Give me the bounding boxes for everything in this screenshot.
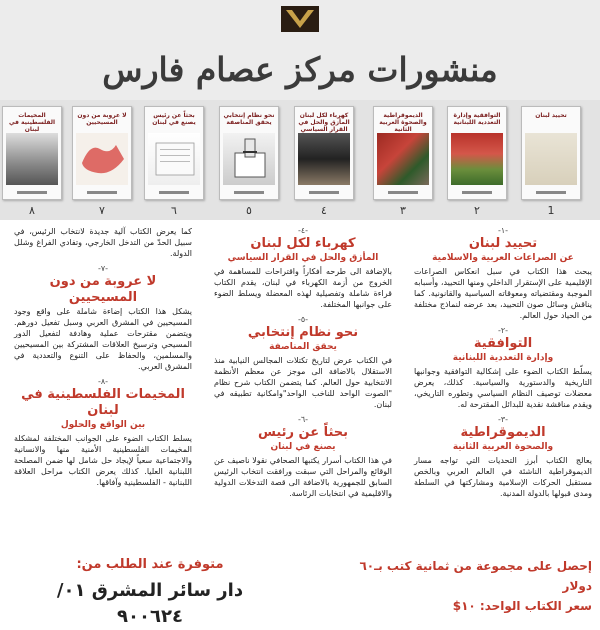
section-subtitle: وإدارة التعددية اللبنانية [452, 353, 554, 363]
section-subtitle: المأزق والحل في القرار السياسي [227, 253, 379, 263]
section-number: -٢- [497, 326, 509, 335]
book-cover-image [223, 133, 275, 185]
section-body: يعالج الكتاب أبرز التحديات التي تواجه مسار الديموقراطية الناشئة في العالم العربي وبالخص مستقبل الحركات الإسلامية ومشاركتها في السلطة ومدى قبولها بالدولة المدنية. [414, 456, 592, 498]
section-body-continued: كما يعرض الكتاب آلية جديدة لانتخاب الرئيس، في سبيل الحدّ من التدخل الخارجي، وتفادي الفراغ وشلل الدولة. [14, 227, 192, 258]
book-number-6: ٦ [171, 204, 177, 217]
book-number-4: ٤ [321, 204, 327, 217]
offer-line-price: سعر الكتاب الواحد: ١٠$ [452, 599, 592, 613]
section-body: يسلط الكتاب الضوء على الجوانب المختلفة لمشكلة المخيمات الفلسطينية الأمنية منها والانسانية والاجتماعية سعياً لإيجاد حل شامل لها ضمن المصلحة اللبنانية العليا. كذلك يعرض الكتاب مراحل العلاقة اللبنانية - الفلسطينية وآفاقها. [14, 434, 192, 487]
section-body: بالإضافة الى طرحه أفكاراً واقتراحات للمساهمة في الخروج من أزمة الكهرباء في لبنان، يقدم الكتاب قراءة شاملة وتفصيلية لهذه المعضلة ويسلط الضوء على جوانبها المختلفة. [214, 267, 392, 309]
book-cover-title: لا عروبة من دون المسيحيين [77, 112, 127, 126]
book-number-5: ٥ [246, 204, 252, 217]
column-left [14, 226, 192, 548]
section-number: -٨- [97, 377, 109, 386]
section-body: يبحث هذا الكتاب في سبل انعكاس الصراعات الإقليمية على الإستقرار الداخلي ومنها التحييد، وأسبابه الموجبة ومقتضياته ومعوقاته السياسية والقانونية. كما يناقش وسائل صون التحييد، بعد عرضه لنماذج مختلفة من الحياد حول العالم. [414, 267, 592, 320]
books-strip [0, 100, 600, 220]
book-cover-title: الديموقراطية والصحوة العربية الثانية [379, 112, 427, 133]
book-number-7: ٧ [99, 204, 105, 217]
section-body: في الكتاب عرض لتاريخ تكتلات المجالس النيابية منذ الاستقلال بالاضافة الى موجز عن معظم الأنظمة الانتخابية حول العالم. كما يتضمن الكتاب شرح نظام "الصوت الواحد للناخب الواحد"وامكانية تطبيقه في لبنان. [214, 356, 392, 409]
offer-block [342, 556, 592, 616]
book-cover-3 [373, 106, 433, 200]
column-middle [214, 226, 392, 548]
publisher-contact: دار سائر المشرق ٠١/ ٩٠٠٦٢٤ [56, 580, 244, 627]
section-body: في هذا الكتاب أسرار يكتبها الصحافي نقولا ناصيف عن الوقائع والمراحل التي سبقت ورافقت انتخاب الرئيس السابق للجمهورية بالاضافة الى قصة التدخلات الدولية والاقليمية في انتخابات الرئاسة. [214, 456, 392, 498]
section-title: كهرباء لكل لبنان [250, 236, 356, 251]
section-subtitle: يصنع في لبنان [270, 442, 336, 452]
section-number: -٧- [97, 264, 109, 273]
center-logo [281, 6, 319, 32]
book-cover-title: كهرباء لكل لبنان المأزق والحل في القرار السياسي [298, 112, 350, 133]
book-cover-5 [219, 106, 279, 200]
availability-label: متوفرة عند الطلب من: [76, 557, 224, 572]
book-cover-title: بحثاً عن رئيس يصنع في لبنان [152, 112, 196, 126]
book-number-8: ٨ [29, 204, 35, 217]
section-number: -٥- [297, 315, 309, 324]
section-subtitle: عن الصراعات العربية والاسلامية [432, 253, 574, 263]
section-title: الديموقراطية [460, 425, 546, 440]
footer [0, 552, 600, 627]
book-cover-image [377, 133, 429, 185]
book-cover-7 [72, 106, 132, 200]
book-cover-6 [144, 106, 204, 200]
book-cover-image [525, 133, 577, 185]
section-subtitle: بين الواقع والحلول [60, 420, 146, 430]
book-cover-image [6, 133, 58, 185]
column-right [414, 226, 592, 548]
book-cover-image [298, 133, 350, 185]
book-cover-8 [2, 106, 62, 200]
section-title: المخيمات الفلسطينية في لبنان [21, 387, 185, 418]
section-title: نحو نظام إنتخابي [247, 325, 359, 340]
book-cover-title: التوافقية وإدارة التعددية اللبنانية [453, 112, 501, 126]
book-number-3: ٣ [400, 204, 406, 217]
section-title: لا عروبة من دون المسيحيين [49, 274, 157, 305]
book-cover-title: تحييد لبنان [535, 112, 567, 119]
section-number: -٤- [297, 226, 309, 235]
book-cover-image [148, 133, 200, 185]
book-cover-2 [447, 106, 507, 200]
book-cover-image [451, 133, 503, 185]
section-number: -٣- [497, 415, 509, 424]
section-title: تحييد لبنان [468, 236, 538, 251]
section-body: يشكل هذا الكتاب إضاءة شاملة على واقع وجود المسيحيين في المشرق العربي وسبل تفعيل دورهم. ويتضمن مقترحات عملية وهادفة لتفعيل الدور المسيحي وترسيخ العلاقات المشتركة بين المسيحيين والمسلمين، والحفاظ على التنوع والتعددية في المشرق العربي. [14, 307, 192, 371]
section-subtitle: يحقق المناصفة [269, 342, 337, 352]
page-title: منشورات مركز عصام فارس [102, 50, 498, 89]
section-number: -١- [497, 226, 509, 235]
section-number: -٦- [297, 415, 309, 424]
book-cover-title: المخيمات الفلسطينية في لبنان [8, 112, 56, 133]
book-cover-title: نحو نظام إنتخابي يحقق المناصفة [223, 112, 275, 126]
header [0, 0, 600, 100]
book-number-1: 1 [547, 204, 555, 217]
section-subtitle: والصحوة العربية الثانية [452, 442, 554, 452]
book-number-2: ٢ [474, 204, 480, 217]
section-title: بحثاً عن رئيس [257, 425, 349, 440]
book-cover-4 [294, 106, 354, 200]
section-body: يسلّط الكتاب الضوء على إشكالية التوافقية وجوانبها التاريخية والدستورية والسياسية. كذلك، يعرض معضلات توصيف النظام السياسي وتطوره التاريخي، ويقدم مناقشة نقدية للبدائل المقترحة له. [414, 367, 592, 409]
section-title: التوافقية [473, 336, 533, 351]
offer-line-bundle: إحصل على مجموعة من ثمانية كتب بـ٦٠ دولار [359, 559, 592, 593]
book-cover-image [76, 133, 128, 185]
book-cover-1 [521, 106, 581, 200]
